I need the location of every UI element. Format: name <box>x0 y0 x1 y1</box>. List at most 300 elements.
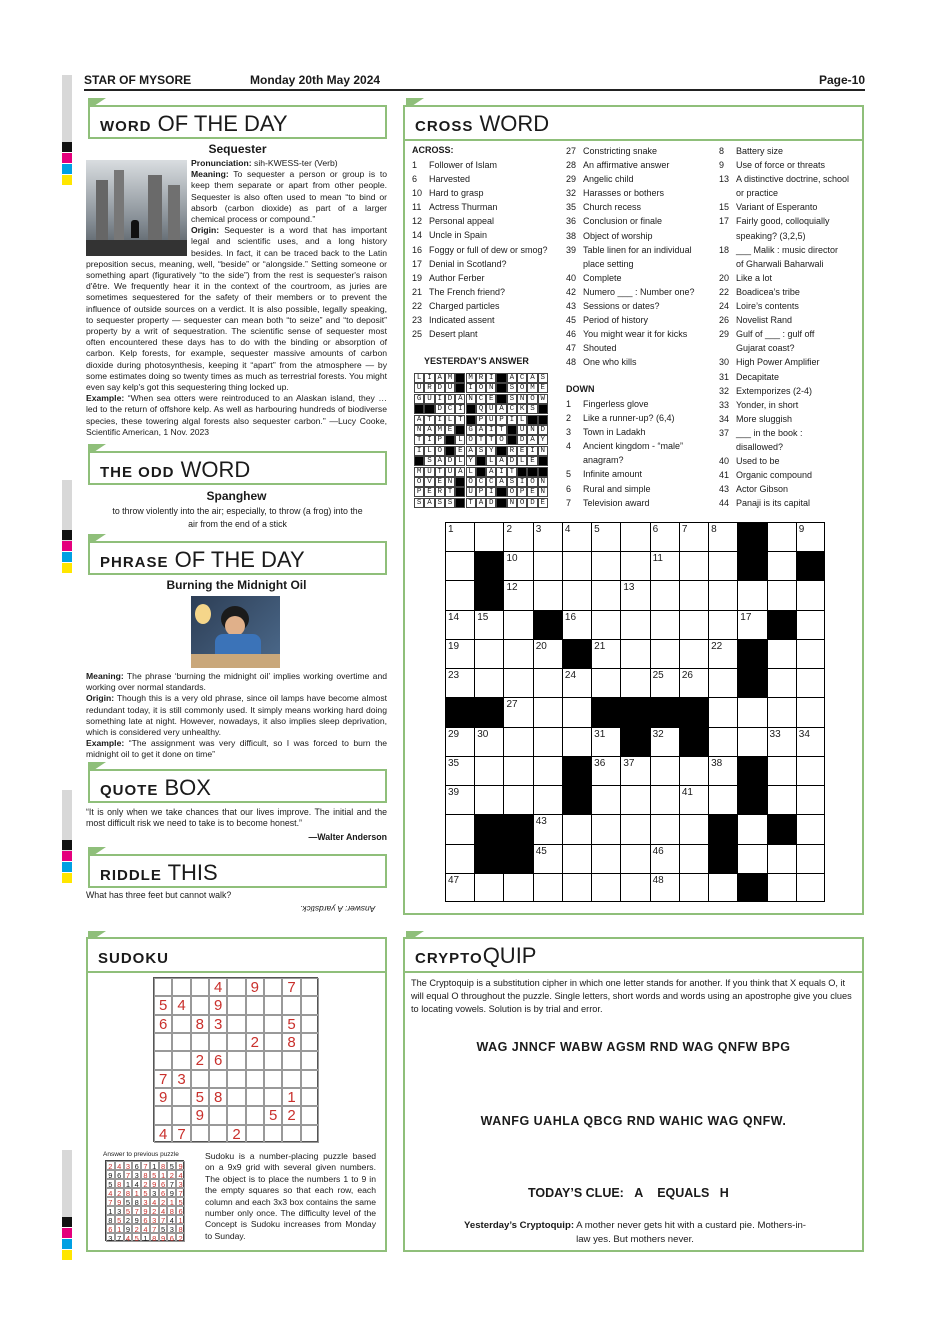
crossword-cell[interactable] <box>562 580 591 609</box>
sudoku-cell[interactable] <box>227 1070 245 1088</box>
sudoku-cell[interactable] <box>172 1015 190 1033</box>
crossword-cell[interactable]: 13 <box>620 580 649 609</box>
crossword-cell[interactable]: 15 <box>474 610 503 639</box>
sudoku-cell[interactable] <box>264 996 282 1014</box>
yesterday-cell: P <box>414 487 424 497</box>
crossword-cell[interactable] <box>679 580 708 609</box>
crossword-cell[interactable] <box>767 697 796 726</box>
sudoku-cell[interactable]: 7 <box>172 1125 190 1143</box>
clue: 4 Ancient kingdom - “male” <box>566 441 684 452</box>
sudoku-answer-cell: 1 <box>167 1197 176 1206</box>
crossword-cell[interactable] <box>650 814 679 843</box>
cryptoquip-line1: WAG JNNCF WABW AGSM RND WAG QNFW BPG <box>476 1040 791 1054</box>
crossword-cell[interactable] <box>533 551 562 580</box>
crossword-grid[interactable] <box>445 522 825 902</box>
crossword-cell[interactable]: 9 <box>796 522 825 551</box>
crossword-cell[interactable]: 14 <box>445 610 474 639</box>
crossword-cell[interactable] <box>620 668 649 697</box>
crossword-cell[interactable] <box>767 551 796 580</box>
sudoku-cell[interactable] <box>172 1088 190 1106</box>
yesterday-cell: U <box>517 425 527 435</box>
sudoku-cell[interactable] <box>154 978 172 996</box>
crossword-cell[interactable] <box>533 697 562 726</box>
crossword-cell[interactable]: 35 <box>445 756 474 785</box>
sudoku-cell[interactable] <box>172 1106 190 1124</box>
crossword-cell[interactable] <box>562 814 591 843</box>
crossword-cell[interactable]: 8 <box>708 522 737 551</box>
sudoku-answer-cell: 5 <box>124 1197 133 1206</box>
crossword-cell[interactable]: 27 <box>503 697 532 726</box>
sudoku-cell[interactable] <box>191 1033 209 1051</box>
crossword-cell[interactable] <box>591 785 620 814</box>
sudoku-cell[interactable] <box>227 978 245 996</box>
crossword-cell[interactable] <box>620 610 649 639</box>
sudoku-cell[interactable]: 2 <box>191 1051 209 1069</box>
crossword-cell[interactable]: 20 <box>533 639 562 668</box>
sudoku-cell[interactable] <box>301 996 319 1014</box>
clue: 39 Table linen for an individual <box>566 244 692 255</box>
sudoku-answer-cell: 3 <box>132 1170 141 1179</box>
sudoku-cell[interactable]: 4 <box>172 996 190 1014</box>
crossword-cell[interactable]: 39 <box>445 785 474 814</box>
sudoku-cell[interactable] <box>172 978 190 996</box>
sudoku-cell[interactable] <box>246 1088 264 1106</box>
sudoku-answer-cell: 9 <box>115 1197 124 1206</box>
crossword-cell[interactable] <box>533 580 562 609</box>
crossword-cell[interactable] <box>445 814 474 843</box>
crossword-cell[interactable] <box>708 668 737 697</box>
crossword-cell[interactable] <box>533 756 562 785</box>
sudoku-cell[interactable] <box>154 1051 172 1069</box>
crossword-cell[interactable]: 21 <box>591 639 620 668</box>
crossword-cell[interactable]: 47 <box>445 873 474 902</box>
sudoku-answer-cell: 1 <box>159 1170 168 1179</box>
sudoku-cell[interactable] <box>246 996 264 1014</box>
crossword-cell[interactable] <box>562 727 591 756</box>
sudoku-cell[interactable] <box>191 1070 209 1088</box>
sudoku-cell[interactable] <box>282 1070 300 1088</box>
sudoku-cell[interactable]: 4 <box>154 1125 172 1143</box>
crossword-cell[interactable]: 31 <box>591 727 620 756</box>
clue: 31 Decapitate <box>719 371 780 382</box>
crossword-cell[interactable] <box>562 697 591 726</box>
sudoku-cell[interactable]: 2 <box>246 1033 264 1051</box>
crossword-cell[interactable]: 12 <box>503 580 532 609</box>
riddle-answer: Answer: A yardstick. <box>300 904 376 914</box>
across-label: ACROSS: <box>412 145 454 155</box>
crossword-cell[interactable] <box>620 844 649 873</box>
crossword-cell[interactable]: 46 <box>650 844 679 873</box>
yesterday-cell: T <box>455 415 465 425</box>
crossword-cell[interactable] <box>737 697 766 726</box>
sudoku-cell[interactable]: 5 <box>264 1106 282 1124</box>
sudoku-cell[interactable] <box>227 1015 245 1033</box>
clue: 6 Harvested <box>412 174 471 185</box>
crossword-cell[interactable]: 41 <box>679 785 708 814</box>
crossword-cell[interactable] <box>650 785 679 814</box>
sudoku-answer-cell: 1 <box>106 1206 115 1215</box>
sudoku-cell[interactable] <box>301 1051 319 1069</box>
sudoku-cell[interactable] <box>227 1106 245 1124</box>
crossword-cell[interactable] <box>767 785 796 814</box>
yesterday-cell: D <box>527 498 537 508</box>
crossword-cell[interactable]: 5 <box>591 522 620 551</box>
crossword-cell[interactable] <box>737 580 766 609</box>
crossword-cell[interactable]: 38 <box>708 756 737 785</box>
yesterday-cell: N <box>466 394 476 404</box>
yesterday-cell: E <box>517 446 527 456</box>
sudoku-cell[interactable] <box>246 1106 264 1124</box>
yesterday-cell: P <box>496 415 506 425</box>
clue: place setting <box>583 258 634 269</box>
sudoku-cell[interactable] <box>246 1051 264 1069</box>
crossword-cell[interactable]: 34 <box>796 727 825 756</box>
sudoku-cell[interactable] <box>282 1125 300 1143</box>
block-cell <box>533 610 562 639</box>
down-label: DOWN <box>566 384 595 394</box>
crossword-cell[interactable]: 36 <box>591 756 620 785</box>
crossword-cell[interactable] <box>591 814 620 843</box>
sudoku-answer-cell: 1 <box>176 1215 185 1224</box>
block-cell <box>708 844 737 873</box>
crossword-cell[interactable] <box>474 785 503 814</box>
clue: 2 Like a runner-up? (6,4) <box>566 413 675 424</box>
sudoku-answer-cell: 5 <box>115 1215 124 1224</box>
sudoku-cell[interactable] <box>301 1088 319 1106</box>
crossword-cell[interactable] <box>620 522 649 551</box>
quote-title: QUOTE BOX <box>88 769 387 803</box>
sudoku-cell[interactable]: 8 <box>209 1088 227 1106</box>
crossword-cell[interactable]: 43 <box>533 814 562 843</box>
sudoku-cell[interactable]: 7 <box>154 1070 172 1088</box>
crossword-cell[interactable] <box>767 580 796 609</box>
sudoku-cell[interactable] <box>227 1051 245 1069</box>
yesterday-cell: P <box>435 435 445 445</box>
crossword-cell[interactable] <box>708 727 737 756</box>
crossword-cell[interactable] <box>767 668 796 697</box>
crossword-cell[interactable] <box>796 697 825 726</box>
sudoku-cell[interactable]: 8 <box>282 1033 300 1051</box>
yesterday-cell <box>507 435 517 445</box>
crossword-cell[interactable] <box>620 639 649 668</box>
sudoku-answer-cell: 7 <box>115 1233 124 1242</box>
crossword-cell[interactable] <box>796 814 825 843</box>
sudoku-cell[interactable] <box>246 1015 264 1033</box>
crossword-cell[interactable] <box>737 814 766 843</box>
crossword-cell[interactable]: 3 <box>533 522 562 551</box>
crossword-cell[interactable] <box>679 639 708 668</box>
clue: 28 An affirmative answer <box>566 160 670 171</box>
sudoku-cell[interactable] <box>191 1125 209 1143</box>
crossword-cell[interactable] <box>562 844 591 873</box>
sudoku-cell[interactable] <box>301 1125 319 1143</box>
crossword-cell[interactable] <box>445 844 474 873</box>
sudoku-cell[interactable] <box>264 1088 282 1106</box>
sudoku-cell[interactable] <box>209 1106 227 1124</box>
crossword-cell[interactable]: 23 <box>445 668 474 697</box>
crossword-cell[interactable] <box>562 551 591 580</box>
crossword-cell[interactable] <box>445 580 474 609</box>
crossword-cell[interactable] <box>650 580 679 609</box>
sudoku-cell[interactable]: 2 <box>282 1106 300 1124</box>
block-cell <box>503 844 532 873</box>
sudoku-cell[interactable] <box>209 1070 227 1088</box>
sudoku-cell[interactable]: 9 <box>246 978 264 996</box>
crossword-cell[interactable] <box>767 522 796 551</box>
color-swatch <box>62 541 72 551</box>
block-cell <box>708 814 737 843</box>
crossword-cell[interactable]: 29 <box>445 727 474 756</box>
sudoku-grid[interactable] <box>153 977 318 1142</box>
yesterday-cell: A <box>435 456 445 466</box>
crossword-cell[interactable]: 22 <box>708 639 737 668</box>
crossword-cell[interactable] <box>591 580 620 609</box>
sudoku-answer-cell: 8 <box>159 1161 168 1170</box>
color-swatch <box>62 142 72 152</box>
color-swatch <box>62 862 72 872</box>
clue: 32 Harasses or bothers <box>566 188 665 199</box>
sudoku-cell[interactable]: 5 <box>154 996 172 1014</box>
crossword-cell[interactable]: 6 <box>650 522 679 551</box>
sudoku-cell[interactable] <box>301 1015 319 1033</box>
yesterday-cell: T <box>424 415 434 425</box>
clue: 1 Follower of Islam <box>412 160 498 170</box>
crossword-cell[interactable] <box>650 639 679 668</box>
crossword-cell[interactable] <box>445 551 474 580</box>
yesterday-cell: U <box>414 383 424 393</box>
crossword-cell[interactable] <box>679 873 708 902</box>
crossword-cell[interactable] <box>679 551 708 580</box>
crossword-cell[interactable]: 25 <box>650 668 679 697</box>
crossword-cell[interactable] <box>708 785 737 814</box>
sudoku-cell[interactable]: 9 <box>154 1088 172 1106</box>
sudoku-cell[interactable] <box>191 978 209 996</box>
sudoku-cell[interactable] <box>191 996 209 1014</box>
clue: disallowed? <box>736 441 784 452</box>
sudoku-cell[interactable] <box>227 1088 245 1106</box>
crossword-cell[interactable] <box>708 697 737 726</box>
crossword-cell[interactable] <box>503 610 532 639</box>
crossword-cell[interactable] <box>474 873 503 902</box>
clue: 38 Object of worship <box>566 230 653 241</box>
crossword-cell[interactable] <box>737 844 766 873</box>
crossword-cell[interactable] <box>503 668 532 697</box>
crossword-cell[interactable] <box>767 844 796 873</box>
crossword-cell[interactable]: 37 <box>620 756 649 785</box>
block-cell <box>474 697 503 726</box>
crossword-cell[interactable]: 17 <box>737 610 766 639</box>
sudoku-cell[interactable] <box>301 1033 319 1051</box>
crossword-cell[interactable] <box>474 756 503 785</box>
yesterday-cell: E <box>527 487 537 497</box>
clue: 5 Infinite amount <box>566 469 643 480</box>
crossword-cell[interactable] <box>474 639 503 668</box>
crossword-cell[interactable] <box>767 873 796 902</box>
sudoku-cell[interactable] <box>264 1125 282 1143</box>
crossword-cell[interactable] <box>796 756 825 785</box>
sudoku-cell[interactable] <box>246 1125 264 1143</box>
crossword-cell[interactable]: 10 <box>503 551 532 580</box>
yesterday-cell: L <box>486 456 496 466</box>
crossword-cell[interactable] <box>533 668 562 697</box>
sudoku-cell[interactable] <box>264 978 282 996</box>
sudoku-cell[interactable]: 2 <box>227 1125 245 1143</box>
sudoku-cell[interactable] <box>264 1015 282 1033</box>
sudoku-answer-cell: 8 <box>106 1215 115 1224</box>
yesterday-cell: T <box>466 498 476 508</box>
yesterday-cell <box>455 498 465 508</box>
crossword-cell[interactable] <box>796 785 825 814</box>
crossword-cell[interactable]: 2 <box>503 522 532 551</box>
crossword-cell[interactable]: 19 <box>445 639 474 668</box>
crossword-cell[interactable] <box>650 610 679 639</box>
yesterday-cell: E <box>445 425 455 435</box>
crossword-cell[interactable] <box>796 639 825 668</box>
sudoku-answer-cell: 2 <box>159 1197 168 1206</box>
crossword-cell[interactable] <box>796 873 825 902</box>
crossword-cell[interactable] <box>503 727 532 756</box>
sudoku-cell[interactable]: 9 <box>209 996 227 1014</box>
crossword-cell[interactable]: 24 <box>562 668 591 697</box>
sudoku-cell[interactable]: 5 <box>191 1088 209 1106</box>
sudoku-cell[interactable] <box>264 1033 282 1051</box>
crossword-cell[interactable] <box>650 756 679 785</box>
clue: 24 Loire’s contents <box>719 301 799 312</box>
sudoku-cell[interactable] <box>301 978 319 996</box>
crossword-cell[interactable]: 30 <box>474 727 503 756</box>
sudoku-cell[interactable]: 3 <box>172 1070 190 1088</box>
crossword-cell[interactable] <box>591 610 620 639</box>
yesterday-cell: S <box>507 394 517 404</box>
sudoku-answer-cell: 1 <box>132 1188 141 1197</box>
sudoku-answer-cell: 4 <box>124 1233 133 1242</box>
sudoku-cell[interactable] <box>264 1070 282 1088</box>
crossword-cell[interactable] <box>737 727 766 756</box>
sudoku-cell[interactable] <box>301 1070 319 1088</box>
crossword-cell[interactable] <box>708 580 737 609</box>
yesterday-cell: U <box>486 404 496 414</box>
yesterday-cell: A <box>496 456 506 466</box>
crossword-cell[interactable] <box>708 551 737 580</box>
yesterday-cell: C <box>445 404 455 414</box>
crossword-cell[interactable] <box>503 873 532 902</box>
sudoku-cell[interactable] <box>282 1051 300 1069</box>
sudoku-answer-cell: 8 <box>167 1206 176 1215</box>
crossword-cell[interactable] <box>620 785 649 814</box>
crossword-cell[interactable]: 32 <box>650 727 679 756</box>
sudoku-cell[interactable]: 4 <box>209 978 227 996</box>
sudoku-cell[interactable]: 7 <box>282 978 300 996</box>
sudoku-cell[interactable]: 9 <box>191 1106 209 1124</box>
yesterday-cell: I <box>517 477 527 487</box>
crossword-cell[interactable] <box>796 610 825 639</box>
crossword-cell[interactable] <box>679 756 708 785</box>
crossword-cell[interactable] <box>503 756 532 785</box>
crossword-cell[interactable] <box>767 639 796 668</box>
crossword-cell[interactable] <box>591 873 620 902</box>
crossword-cell[interactable]: 33 <box>767 727 796 756</box>
crossword-cell[interactable] <box>533 785 562 814</box>
yesterday-cell <box>455 477 465 487</box>
sudoku-cell[interactable] <box>227 996 245 1014</box>
crossword-cell[interactable] <box>708 873 737 902</box>
crossword-cell[interactable] <box>503 639 532 668</box>
sudoku-cell[interactable] <box>246 1070 264 1088</box>
crossword-cell[interactable] <box>533 873 562 902</box>
crossword-cell[interactable] <box>474 668 503 697</box>
crossword-cell[interactable]: 48 <box>650 873 679 902</box>
sudoku-cell[interactable] <box>282 996 300 1014</box>
crossword-cell[interactable] <box>591 844 620 873</box>
sudoku-cell[interactable]: 1 <box>282 1088 300 1106</box>
crossword-cell[interactable] <box>503 785 532 814</box>
crossword-cell[interactable] <box>679 610 708 639</box>
crossword-cell[interactable] <box>620 873 649 902</box>
yesterday-cell: M <box>435 425 445 435</box>
sudoku-cell[interactable] <box>154 1033 172 1051</box>
sudoku-cell[interactable]: 6 <box>209 1051 227 1069</box>
clue: 43 Sessions or dates? <box>566 301 660 312</box>
yesterday-cell: V <box>424 477 434 487</box>
crossword-cell[interactable] <box>591 668 620 697</box>
block-cell <box>591 697 620 726</box>
crossword-cell[interactable]: 1 <box>445 522 474 551</box>
crossword-cell[interactable]: 45 <box>533 844 562 873</box>
crossword-cell[interactable] <box>679 844 708 873</box>
sudoku-cell[interactable]: 6 <box>154 1015 172 1033</box>
sudoku-cell[interactable]: 8 <box>191 1015 209 1033</box>
crossword-cell[interactable]: 11 <box>650 551 679 580</box>
crossword-cell[interactable] <box>620 551 649 580</box>
crossword-cell[interactable]: 4 <box>562 522 591 551</box>
crossword-cell[interactable] <box>767 756 796 785</box>
sudoku-cell[interactable] <box>172 1051 190 1069</box>
color-swatch <box>62 530 72 540</box>
crossword-cell[interactable] <box>796 668 825 697</box>
crossword-cell[interactable] <box>591 551 620 580</box>
crossword-cell[interactable]: 26 <box>679 668 708 697</box>
clue: 30 High Power Amplifier <box>719 357 820 368</box>
yesterday-cell: A <box>527 373 537 383</box>
sudoku-answer-cell: 2 <box>167 1170 176 1179</box>
crossword-cell[interactable]: 7 <box>679 522 708 551</box>
sudoku-cell[interactable] <box>264 1051 282 1069</box>
sudoku-cell[interactable] <box>154 1106 172 1124</box>
sudoku-cell[interactable] <box>227 1033 245 1051</box>
yesterday-cell: T <box>435 467 445 477</box>
yesterday-cell <box>538 404 548 414</box>
crossword-cell[interactable] <box>708 610 737 639</box>
crossword-cell[interactable] <box>533 727 562 756</box>
crossword-cell[interactable] <box>474 522 503 551</box>
sudoku-cell[interactable] <box>301 1106 319 1124</box>
sudoku-answer-cell: 3 <box>115 1206 124 1215</box>
sudoku-cell[interactable] <box>172 1033 190 1051</box>
crossword-cell[interactable] <box>620 814 649 843</box>
crossword-cell[interactable] <box>679 814 708 843</box>
sudoku-cell[interactable] <box>209 1033 227 1051</box>
sudoku-cell[interactable]: 5 <box>282 1015 300 1033</box>
crossword-cell[interactable]: 16 <box>562 610 591 639</box>
sudoku-cell[interactable]: 3 <box>209 1015 227 1033</box>
crossword-cell[interactable] <box>796 844 825 873</box>
sudoku-cell[interactable] <box>209 1125 227 1143</box>
crossword-cell[interactable] <box>796 580 825 609</box>
sudoku-answer-cell: 1 <box>150 1161 159 1170</box>
crossword-cell[interactable] <box>562 873 591 902</box>
yesterday-cell: O <box>466 435 476 445</box>
sudoku-answer-cell: 4 <box>176 1170 185 1179</box>
